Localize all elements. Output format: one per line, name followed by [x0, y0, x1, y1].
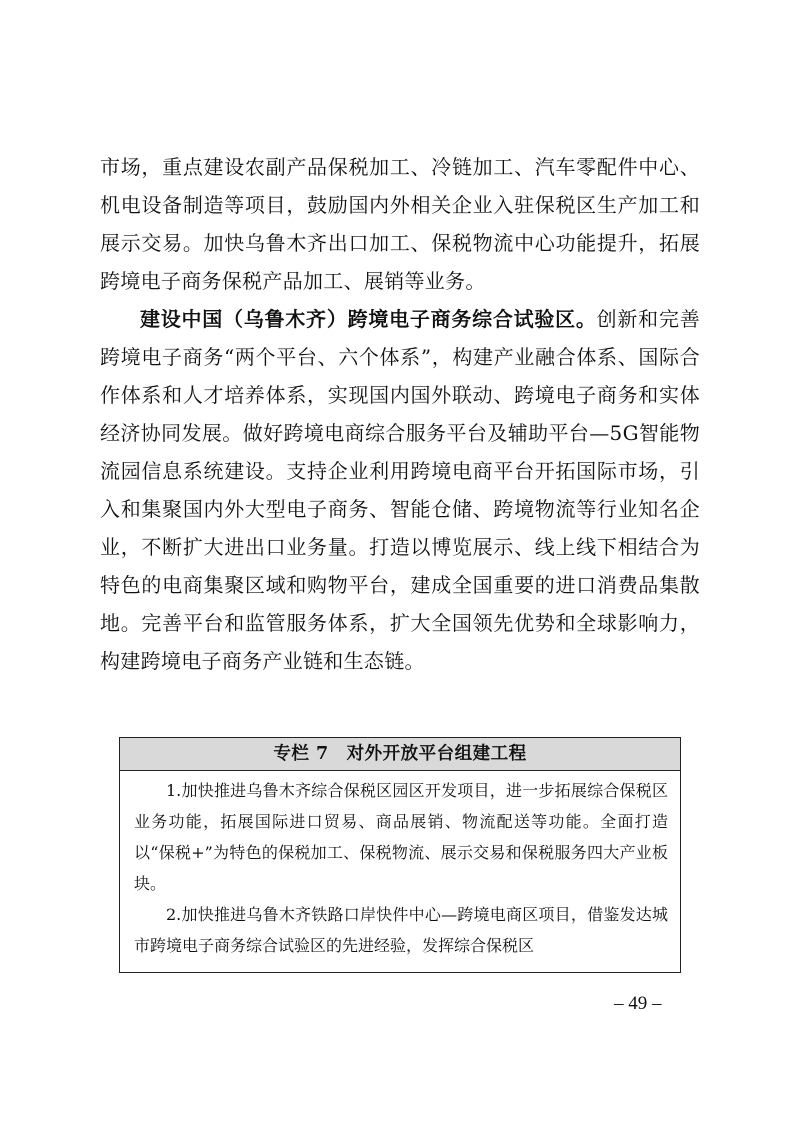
box-body	[120, 771, 680, 961]
body-text	[100, 148, 700, 680]
special-column-box	[119, 737, 681, 973]
box-title: 专栏 7 对外开放平台组建工程	[120, 738, 680, 771]
paragraph-2	[100, 300, 700, 680]
page-number: – 49 –	[614, 993, 662, 1014]
box-item-1: 1.加快推进乌鲁木齐综合保税区园区开发项目，进一步拓展综合保税区业务功能，拓展国际进口贸易、商品展销、物流配送等功能。全面打造以“保税+”为特色的保税加工、保税物流、展示交易和保税服务四大产业板块。	[134, 781, 668, 893]
paragraph-2-text: 创新和完善跨境电子商务“两个平台、六个体系”，构建产业融合体系、国际合作体系和人才培养体系，实现国内国外联动、跨境电子商务和实体经济协同发展。做好跨境电商综合服务平台及辅助平台—5G智能物流园信息系统建设。支持企业利用跨境电商平台开拓国际市场，引入和集聚国内外大型电子商务、智能仓储、跨境物流等行业知名企业，不断扩大进出口业务量。打造以博览展示、线上线下相结合为特色的电商集聚区域和购物平台，建成全国重要的进口消费品集散地。完善平台和监管服务体系，扩大全国领先优势和全球影响力，构建跨境电子商务产业链和生态链。	[100, 307, 701, 673]
paragraph-1: 市场，重点建设农副产品保税加工、冷链加工、汽车零配件中心、机电设备制造等项目，鼓励国内外相关企业入驻保税区生产加工和展示交易。加快乌鲁木齐出口加工、保税物流中心功能提升，拓展跨境电子商务保税产品加工、展销等业务。	[100, 155, 700, 293]
paragraph-2-heading: 建设中国（乌鲁木齐）跨境电子商务综合试验区。	[140, 307, 597, 331]
box-item-2: 2.加快推进乌鲁木齐铁路口岸快件中心—跨境电商区项目，借鉴发达城市跨境电子商务综合试验区的先进经验，发挥综合保税区	[134, 905, 668, 955]
